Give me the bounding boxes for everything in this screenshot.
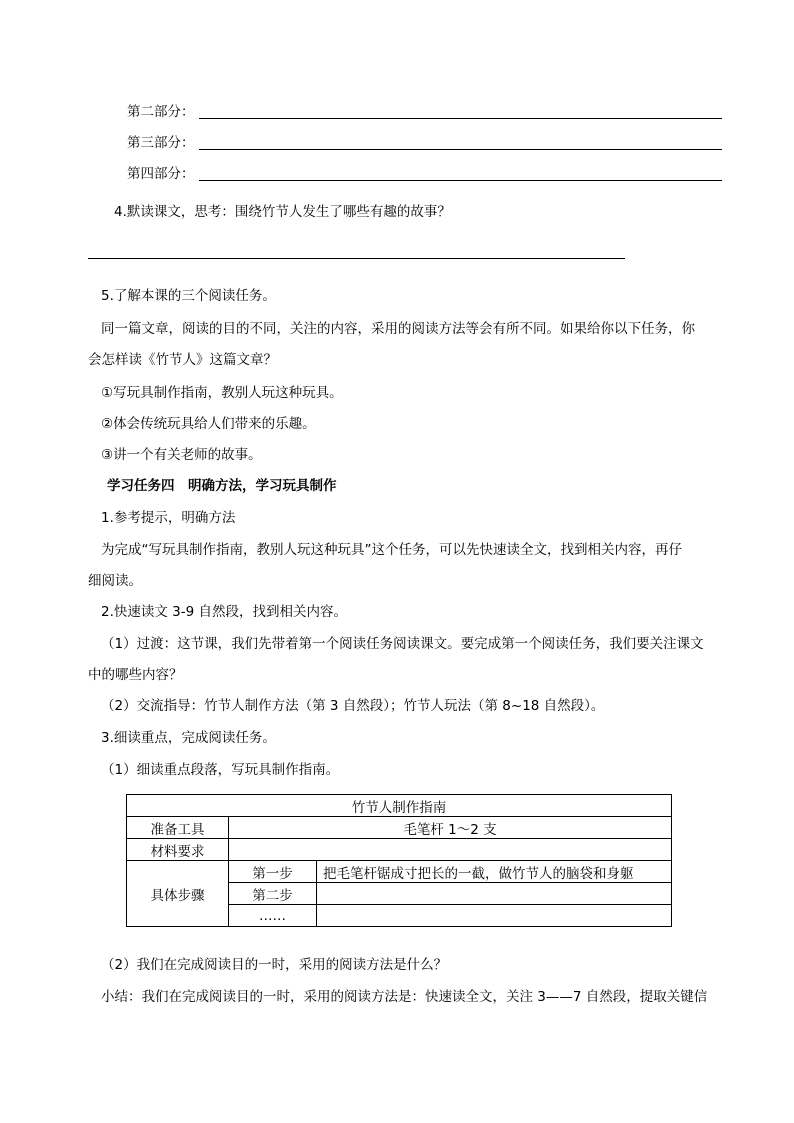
step-title: 1.参考提示，明确方法: [101, 510, 236, 526]
task-item: ③讲一个有关老师的故事。: [101, 447, 262, 463]
table-cell: 毛笔杆 1～2 支: [229, 817, 672, 839]
paragraph-line: 会怎样读《竹节人》这篇文章？: [88, 352, 277, 368]
table-label: 材料要求: [127, 839, 229, 861]
section-heading: 学习任务四 明确方法，学习玩具制作: [107, 478, 337, 494]
fill-line-part3: [127, 132, 722, 152]
table-row: [127, 839, 672, 861]
step-name: 第二步: [229, 883, 317, 905]
step-content: [317, 905, 672, 927]
paragraph-line: （1）过渡：这节课，我们先带着第一个阅读任务阅读课文。要完成第一个阅读任务，我们要关注课文: [101, 636, 704, 652]
paragraph-line: （2）我们在完成阅读目的一时，采用的阅读方法是什么？: [101, 957, 448, 973]
answer-blank: [199, 148, 723, 150]
question-4: 4.默读课文，思考：围绕竹节人发生了哪些有趣的故事？: [114, 204, 451, 220]
answer-blank: [199, 117, 723, 119]
fill-line-part4: [127, 163, 722, 183]
table-row: [127, 795, 672, 817]
fill-line-part2: [127, 101, 722, 121]
fill-label: 第二部分：: [127, 104, 195, 120]
step-content: 把毛笔杆锯成寸把长的一截，做竹节人的脑袋和身躯: [317, 861, 672, 883]
step-title: 3.细读重点，完成阅读任务。: [101, 730, 276, 746]
step-name: ……: [229, 905, 317, 927]
task-item: ②体会传统玩具给人们带来的乐趣。: [101, 416, 316, 432]
step-title: 2.快速读文 3-9 自然段，找到相关内容。: [101, 604, 348, 620]
paragraph-line: 中的哪些内容？: [88, 667, 183, 683]
toy-guide-table: [126, 794, 672, 927]
fill-label: 第四部分：: [127, 166, 195, 182]
table-label: 准备工具: [127, 817, 229, 839]
paragraph-line: （1）细读重点段落，写玩具制作指南。: [101, 762, 340, 778]
summary-line: 小结：我们在完成阅读目的一时，采用的阅读方法是：快速读全文，关注 3——7 自然段，提取关键信: [101, 989, 708, 1005]
table-title: 竹节人制作指南: [127, 795, 672, 817]
table-row: [127, 817, 672, 839]
answer-blank-q4: [88, 258, 625, 259]
paragraph-line: （2）交流指导：竹节人制作方法（第 3 自然段）；竹节人玩法（第 8~18 自然段）。: [101, 698, 605, 714]
table-row: [127, 861, 672, 883]
paragraph-line: 为完成“写玩具制作指南，教别人玩这种玩具”这个任务，可以先快速读全文，找到相关内容，再仔: [101, 542, 682, 558]
paragraph-line: 同一篇文章，阅读的目的不同，关注的内容，采用的阅读方法等会有所不同。如果给你以下任务，你: [101, 321, 695, 337]
step-name: 第一步: [229, 861, 317, 883]
table-label: 具体步骤: [127, 861, 229, 927]
step-content: [317, 883, 672, 905]
paragraph-line: 细阅读。: [88, 573, 142, 589]
table-cell: [229, 839, 672, 861]
answer-blank: [199, 179, 723, 181]
task-item: ①写玩具制作指南，教别人玩这种玩具。: [101, 385, 343, 401]
fill-label: 第三部分：: [127, 135, 195, 151]
question-5: 5.了解本课的三个阅读任务。: [101, 288, 276, 304]
